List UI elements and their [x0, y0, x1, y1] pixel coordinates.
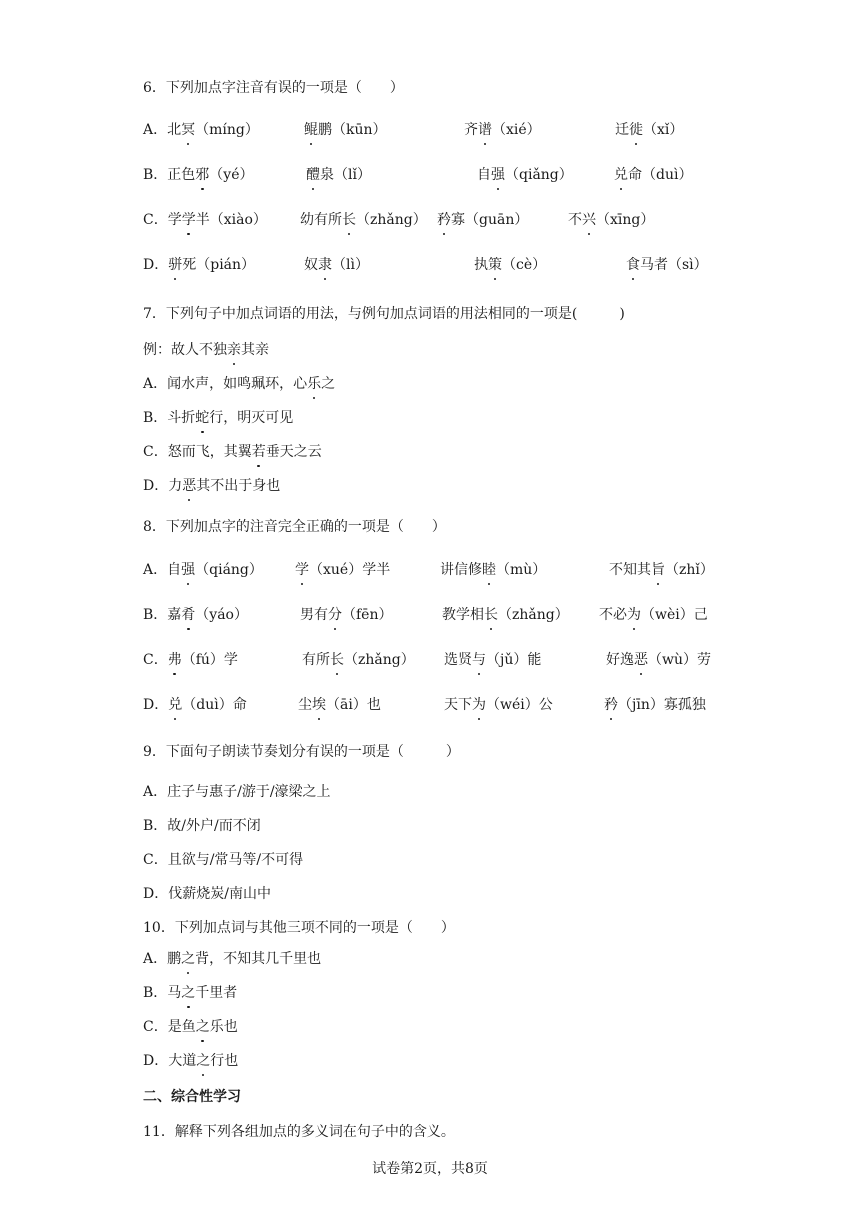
q8-option-a-4: 不知其旨（zhǐ） — [609, 562, 714, 578]
q6-option-d-1: D．骈死（pián） — [143, 257, 256, 273]
q8-option-b-4: 不必为（wèi）己 — [599, 607, 708, 623]
q11-stem: 11．解释下列各组加点的多义词在句子中的含义。 — [143, 1124, 455, 1140]
q6-option-b-2: 醴泉（lǐ） — [306, 167, 371, 183]
q8-option-b-1: B．嘉肴（yáo） — [143, 607, 248, 623]
q10-option-d: D．大道之行也 — [143, 1053, 239, 1069]
q8-option-d-1: D．兑（duì）命 — [143, 697, 247, 713]
q7-option-c: C．怒而飞，其翼若垂天之云 — [143, 444, 322, 460]
q9-stem: 9．下面句子朗读节奏划分有误的一项是（ ） — [143, 744, 460, 760]
q8-option-a-2: 学（xué）学半 — [295, 562, 391, 578]
q8-option-b-3: 教学相长（zhǎng） — [442, 607, 569, 623]
q8-option-a-3: 讲信修睦（mù） — [440, 562, 547, 578]
q10-option-c: C．是鱼之乐也 — [143, 1019, 238, 1035]
q8-option-c-2: 有所长（zhǎng） — [302, 652, 415, 668]
q6-option-d-2: 奴隶（lì） — [304, 257, 369, 273]
q7-stem: 7．下列句子中加点词语的用法，与例句加点词语的用法相同的一项是( ) — [143, 306, 625, 322]
q8-option-c-1: C．弗（fú）学 — [143, 652, 238, 668]
q6-option-b-4: 兑命（duì） — [614, 167, 693, 183]
q7-option-a: A．闻水声，如鸣珮环，心乐之 — [143, 376, 336, 392]
q6-option-d-3: 执策（cè） — [474, 257, 547, 273]
q8-option-c-3: 选贤与（jǔ）能 — [444, 652, 542, 668]
q6-option-c-1: C．学学半（xiào） — [143, 212, 267, 228]
q8-option-d-2: 尘埃（āi）也 — [298, 697, 381, 713]
q8-option-d-3: 天下为（wéi）公 — [444, 697, 553, 713]
q6-stem: 6．下列加点字注音有误的一项是（ ） — [143, 80, 404, 96]
q6-option-c-4: 不兴（xīng） — [568, 212, 655, 228]
q6-option-c-3: 矜寡（guān） — [437, 212, 529, 228]
q7-option-b: B．斗折蛇行，明灭可见 — [143, 410, 294, 426]
q9-option-b: B．故/外户/而不闭 — [143, 818, 261, 834]
q6-option-a-3: 齐谱（xié） — [464, 122, 541, 138]
q6-option-b-3: 自强（qiǎng） — [477, 167, 573, 183]
q7-option-d: D．力恶其不出于身也 — [143, 478, 281, 494]
page-footer: 试卷第2页，共8页 — [372, 1161, 488, 1177]
q10-option-b: B．马之千里者 — [143, 985, 238, 1001]
q8-option-b-2: 男有分（fēn） — [300, 607, 393, 623]
q6-option-a-4: 迁徙（xǐ） — [615, 122, 684, 138]
q10-stem: 10．下列加点词与其他三项不同的一项是（ ） — [143, 920, 455, 936]
q8-stem: 8．下列加点字的注音完全正确的一项是（ ） — [143, 519, 446, 535]
q10-option-a: A．鹏之背，不知其几千里也 — [143, 951, 322, 967]
q9-option-c: C．且欲与/常马等/不可得 — [143, 852, 304, 868]
q8-option-a-1: A．自强（qiáng） — [143, 562, 263, 578]
section-heading: 二、综合性学习 — [143, 1089, 241, 1105]
q6-option-d-4: 食马者（sì） — [626, 257, 708, 273]
q7-example: 例：故人不独亲其亲 — [143, 342, 269, 358]
q6-option-a-1: A．北冥（míng） — [143, 122, 259, 138]
q6-option-a-2: 鲲鹏（kūn） — [304, 122, 387, 138]
q8-option-c-4: 好逸恶（wù）劳 — [606, 652, 711, 668]
q9-option-a: A．庄子与惠子/游于/濠梁之上 — [143, 784, 331, 800]
q6-option-c-2: 幼有所长（zhǎng） — [300, 212, 427, 228]
q8-option-d-4: 矜（jīn）寡孤独 — [604, 697, 706, 713]
q9-option-d: D．伐薪烧炭/南山中 — [143, 886, 271, 902]
q6-option-b-1: B．正色邪（yé） — [143, 167, 254, 183]
